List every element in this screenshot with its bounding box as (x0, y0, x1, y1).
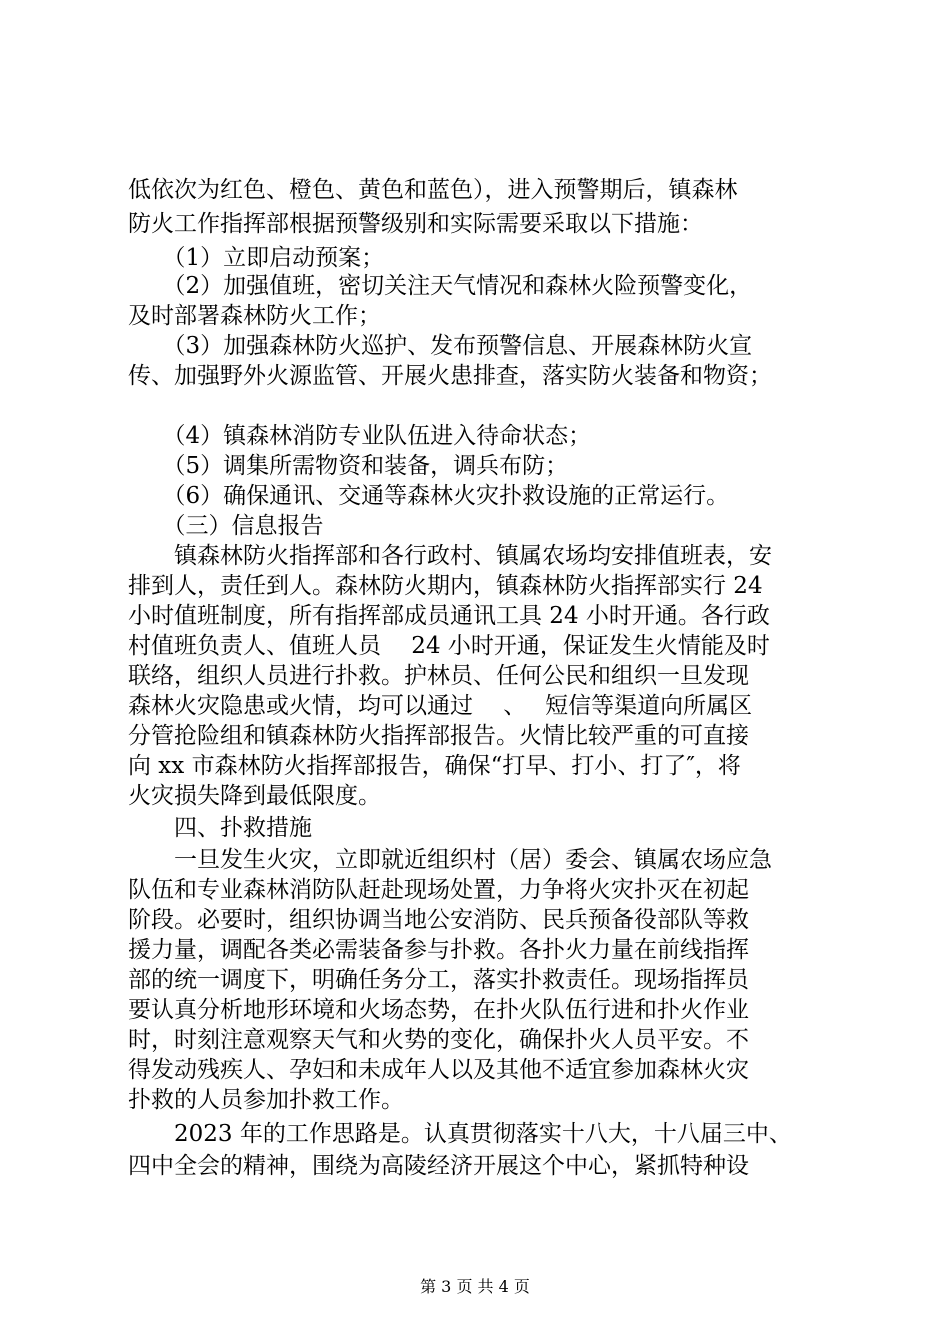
section-heading: 四、扑救措施 (128, 815, 312, 841)
body-text-line: 小时值班制度，所有指挥部成员通讯工具 24 小时开通。各行政 (128, 603, 770, 629)
body-text-line: 排到人，责任到人。森林防火期内，镇森林防火指挥部实行 24 (128, 573, 763, 599)
body-text-line: 队伍和专业森林消防队赶赴现场处置，力争将火灾扑灭在初起 (128, 877, 749, 903)
body-text-line: （5）调集所需物资和装备，调兵布防； (128, 453, 569, 479)
body-text-line: 扑救的人员参加扑救工作。 (128, 1087, 404, 1113)
body-text-line: 四中全会的精神，围绕为高陵经济开展这个中心，紧抓特种设 (128, 1153, 749, 1179)
body-text-line: 防火工作指挥部根据预警级别和实际需要采取以下措施： (128, 211, 703, 237)
body-text-line: （6）确保通讯、交通等森林火灾扑救设施的正常运行。 (128, 483, 730, 509)
body-text-line: 及时部署森林防火工作； (128, 303, 381, 329)
body-text-line: 一旦发生火灾，立即就近组织村（居）委会、镇属农场应急 (128, 847, 772, 873)
body-text-line: 森林火灾隐患或火情，均可以通过 、 短信等渠道向所属区 (128, 693, 753, 719)
body-text-line: 2023 年的工作思路是。认真贯彻落实十八大，十八届三中、 (128, 1121, 792, 1147)
body-text-line: 阶段。必要时，组织协调当地公安消防、民兵预备役部队等救 (128, 907, 749, 933)
body-text-line: 联络，组织人员进行扑救。护林员、任何公民和组织一旦发现 (128, 663, 749, 689)
body-text-line: 村值班负责人、值班人员 24 小时开通，保证发生火情能及时 (128, 633, 770, 659)
body-text-line: （3）加强森林防火巡护、发布预警信息、开展森林防火宣 (128, 333, 753, 359)
section-heading: （三）信息报告 (128, 513, 324, 539)
body-text-line: 传、加强野外火源监管、开展火患排查，落实防火装备和物资； (128, 363, 772, 389)
body-text-line: 向 xx 市森林防火指挥部报告，确保“打早、打小、打了″，将 (128, 753, 741, 779)
body-text-line: 部的统一调度下，明确任务分工，落实扑救责任。现场指挥员 (128, 967, 749, 993)
body-text-line: 援力量，调配各类必需装备参与扑救。各扑火力量在前线指挥 (128, 937, 749, 963)
body-text-line: （2）加强值班，密切关注天气情况和森林火险预警变化， (128, 273, 753, 299)
page-number-footer: 第 3 页 共 4 页 (420, 1277, 530, 1296)
body-text-line: 得发动残疾人、孕妇和未成年人以及其他不适宜参加森林火灾 (128, 1057, 749, 1083)
body-text-line: 时，时刻注意观察天气和火势的变化，确保扑火人员平安。不 (128, 1027, 749, 1053)
body-text-line: 火灾损失降到最低限度。 (128, 783, 381, 809)
body-text-line: 要认真分析地形环境和火场态势，在扑火队伍行进和扑火作业 (128, 997, 749, 1023)
body-text-line: 镇森林防火指挥部和各行政村、镇属农场均安排值班表，安 (128, 543, 772, 569)
body-text-line: 低依次为红色、橙色、黄色和蓝色），进入预警期后，镇森林 (128, 177, 738, 203)
body-text-line: （4）镇森林消防专业队伍进入待命状态； (128, 423, 592, 449)
body-text-line: （1）立即启动预案； (128, 245, 385, 271)
body-text-line: 分管抢险组和镇森林防火指挥部报告。火情比较严重的可直接 (128, 723, 749, 749)
